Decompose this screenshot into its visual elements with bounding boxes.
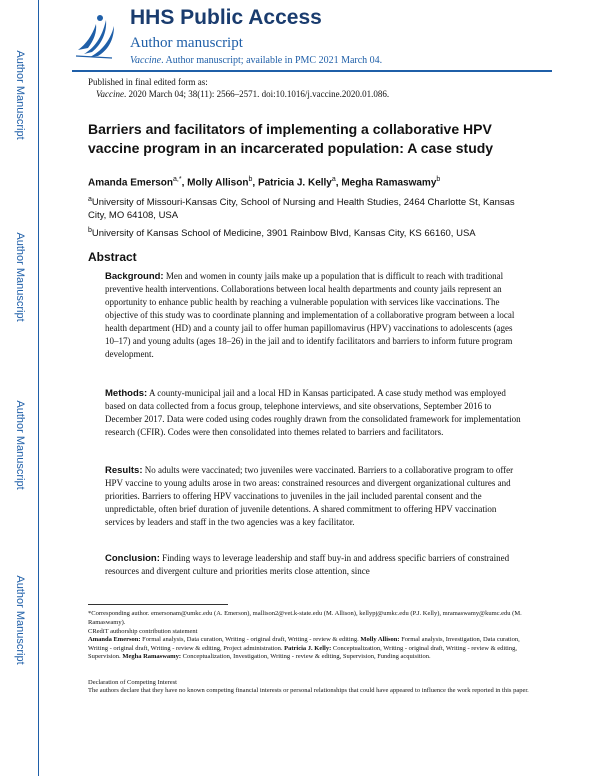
abstract-methods: Methods: A county-municipal jail and a local HD in Kansas participated. A case study method was employed based on data collected from a focus group, telephone interviews, and site observations, September 2016 to December 2017. Data were coded using codes roughly drawn from the consolidated framework for implementation research (CFIR). Codes were then consolidated into themes related to barriers and facilitators. <box>105 388 521 437</box>
footnote-declaration-heading: Declaration of Competing Interest <box>88 679 177 686</box>
sidebar-label: Author Manuscript <box>14 50 26 140</box>
affiliation: $^b$University of Kansas School of Medicine, 3901 Rainbow Blvd, Kansas City, KS 66160, USA <box>88 227 476 240</box>
affiliation: $^a$University of Missouri-Kansas City, School of Nursing and Health Studies, 2464 Charlotte St, Kansas City, MO 64108, USA <box>88 196 515 222</box>
abstract-results: Results: No adults were vaccinated; two juveniles were vaccinated. Barriers to a collaborative program to offer HPV vaccine to young adults arose in two areas: constrained resources and divergent organizational cultures and priorities. Barriers to offering HPV vaccinations to juveniles in the jail included parental consent and the unpredictable, often brief duration of juvenile detentions. A shared commitment to offering HPV vaccination services by leaders and staff in the two agencies was a key facilitator. <box>105 465 514 527</box>
publication-info: Published in final edited form as: Vaccine. 2020 March 04; 38(11): 2566–2571. doi:10.1016/j.vaccine.2020.01.086. <box>88 77 390 99</box>
footnote-declaration: The authors declare that they have no known competing financial interests or personal relationships that could have appeared to influence the work reported in this paper. <box>88 687 529 694</box>
article-title: Barriers and facilitators of implementing a collaborative HPV vaccine program in an incarcerated population: A case study <box>88 121 494 156</box>
footnote-credit: Amanda Emerson: Formal analysis, Data curation, Writing - original draft, Writing - review & editing. Molly Allison: Formal analysis, Investigation, Data curation, Writing - original draft, Writing - review & editing, Project administration. Patricia J. Kelly: Conceptualization, Writing - original draft, Writing - review & editing, Supervision. Megha Ramaswamy: Conceptualization, Investigation, Writing - review & editing, Supervision, Funding acquisition. <box>88 636 520 660</box>
footnote-corresponding: *Corresponding author. emersonam@umkc.edu (A. Emerson), mallison2@vet.k-state.edu (M. Allison), kellypj@umkc.edu (P.J. Kelly), mramaswamy@kumc.edu (M. Ramaswamy). <box>88 610 522 626</box>
author-list: Amanda Emerson$^{a,*}$, Molly Allison$^b$, Patricia J. Kelly$^a$, Megha Ramaswamy$^b$ <box>88 176 441 189</box>
hhs-eagle-logo-icon <box>72 10 118 60</box>
availability-line: Vaccine. Author manuscript; available in PMC 2021 March 04. <box>130 55 383 66</box>
author-name: Amanda Emerson <box>88 177 174 189</box>
abstract-background: Background: Men and women in county jails make up a population that is difficult to reach with traditional preventive health interventions. Collaborations between local health departments and county jails represent an opportunity to enhance public health by reaching a vulnerable population with services like vaccinations. The objective of this study was to coordinate planning and implementation of a collaborative program between a local health department (HD) and a county jail to offer human papillomavirus (HPV) vaccinations to adolescents (ages 10–17) and young adults (ages 18–26) in the jail and to identify facilitators and barriers to inform future program development. <box>105 271 515 359</box>
abstract-heading: Abstract <box>88 250 137 264</box>
hhs-title: HHS Public Access <box>130 6 322 29</box>
author-manuscript-label: Author manuscript <box>130 35 243 51</box>
author-name: Megha Ramaswamy <box>341 177 437 189</box>
author-name: Patricia J. Kelly <box>257 177 332 189</box>
abstract-conclusion: Conclusion: Finding ways to leverage leadership and staff buy-in and address specific barriers of constrained resources and divergent culture and priorities merits close attention, since <box>105 553 510 576</box>
sidebar-label: Author Manuscript <box>14 400 26 490</box>
footnote-credit-heading: CRediT authorship contribution statement <box>88 628 198 635</box>
author-name: Molly Allison <box>187 177 249 189</box>
sidebar-label: Author Manuscript <box>14 575 26 665</box>
header-rule <box>72 70 552 72</box>
footnote-rule <box>88 604 228 605</box>
sidebar-rule <box>38 0 39 776</box>
sidebar-label: Author Manuscript <box>14 232 26 322</box>
